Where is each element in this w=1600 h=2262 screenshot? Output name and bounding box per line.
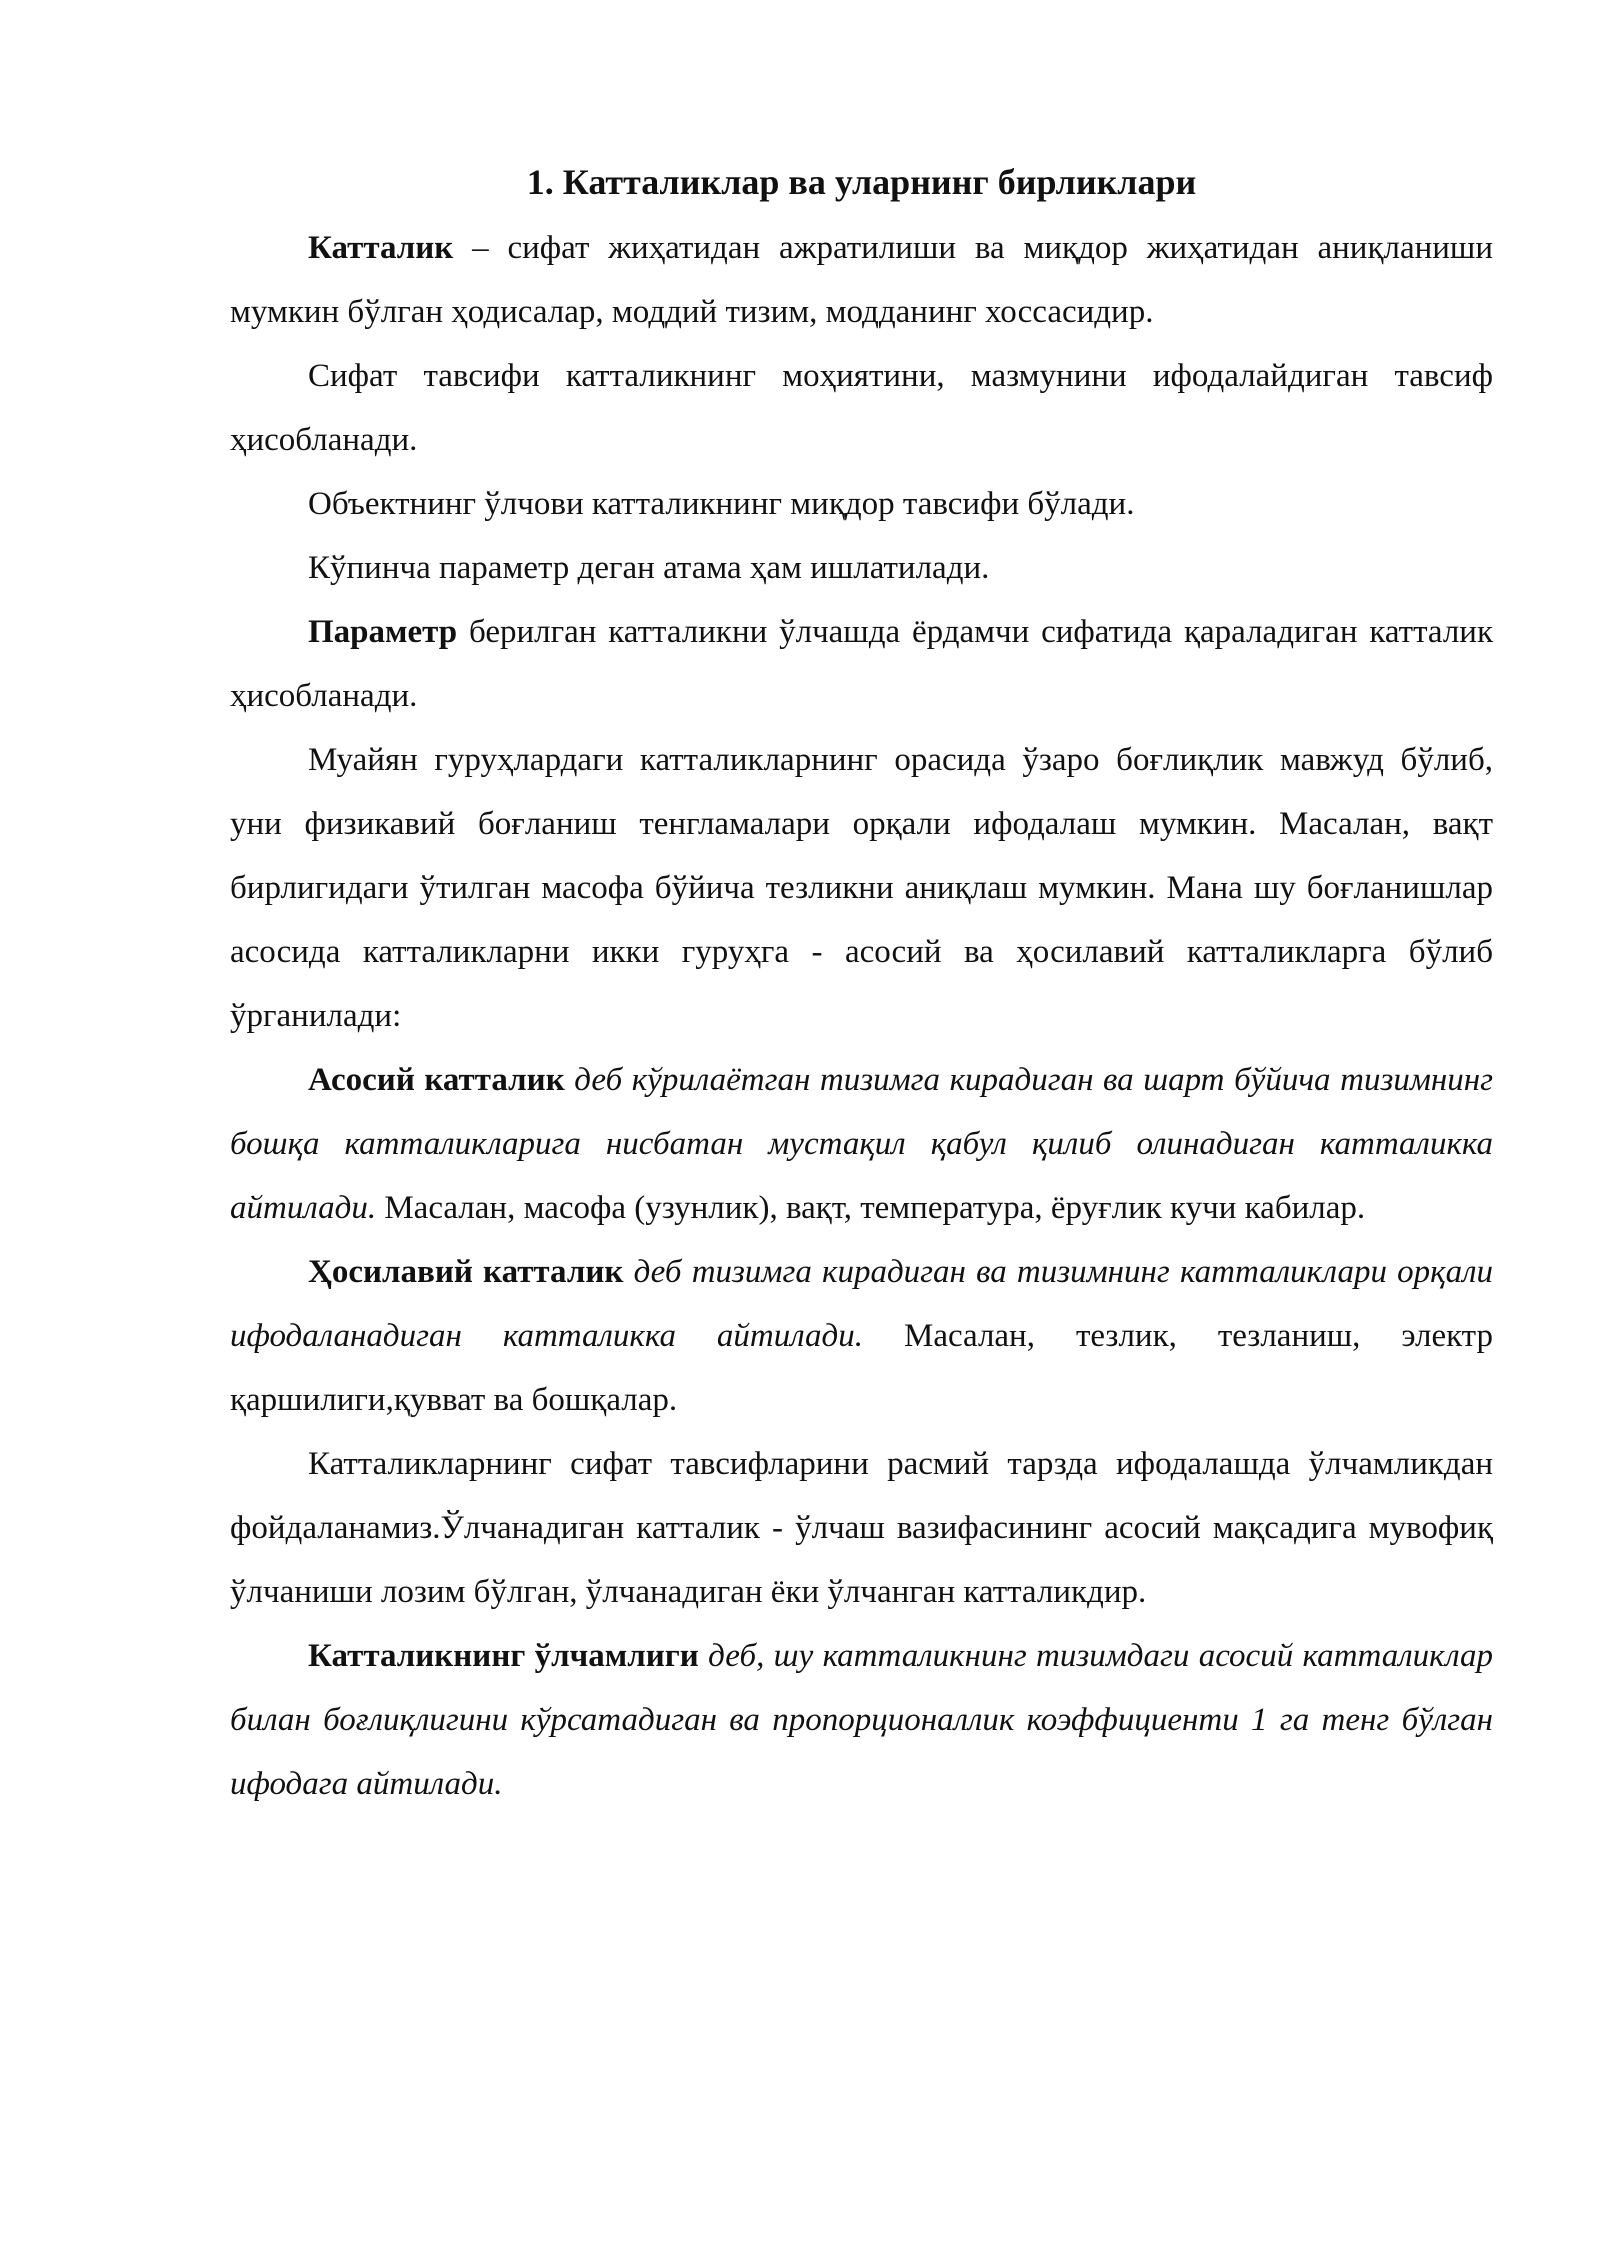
- paragraph-text: Масалан, масофа (узунлик), вақт, температура, ёруғлик кучи кабилар.: [376, 1190, 1366, 1226]
- paragraph-derived-quantity: [230, 1240, 1493, 1432]
- section-title: 1. Катталиклар ва уларнинг бирликлари: [526, 162, 1197, 202]
- paragraph-quantity-groups: Муайян гуруҳлардаги катталикларнинг орасида ўзаро боғлиқлик мавжуд бўлиб, уни физикавий боғланиш тенгламалари орқали ифодалаш мумкин. Масалан, вақт бирлигидаги ўтилган масофа бўйича тезликни аниқлаш мумкин. Мана шу боғланишлар асосида катталикларни икки гуруҳга - асосий ва ҳосилавий катталикларга бўлиб ўрганилади:: [230, 742, 1493, 1034]
- term-quantity: Катталик: [308, 230, 454, 266]
- paragraph-parameter-term: Кўпинча параметр деган атама ҳам ишлатилади.: [308, 550, 990, 586]
- paragraph-measure: Объектнинг ўлчови катталикнинг миқдор тавсифи бўлади.: [308, 486, 1135, 522]
- paragraph-quantity-definition: [230, 216, 1493, 344]
- paragraph-quality-description: Сифат тавсифи катталикнинг моҳиятини, мазмунини ифодалайдиган тавсиф ҳисобланади.: [230, 358, 1493, 458]
- paragraph-parameter-definition: [230, 600, 1493, 728]
- definition-dimension: деб, шу катталикнинг тизимдаги асосий катталиклар билан боғлиқлигини кўрсатадиган ва пропорционаллик коэффициенти 1 га тенг бўлган ифодага айтилади.: [230, 1638, 1494, 1802]
- paragraph-base-quantity: [230, 1048, 1493, 1240]
- term-derived-quantity: Ҳосилавий катталик: [308, 1254, 624, 1290]
- paragraph-dimension-definition: [230, 1624, 1493, 1816]
- document-page: [230, 150, 1493, 1816]
- definition-base-quantity: деб кўрилаётган тизимга кирадиган ва шарт бўйича тизимнинг бошқа катталикларига нисбатан мустақил қабул қилиб олинадиган катталикка айтилади.: [230, 1062, 1494, 1226]
- paragraph-dimension-usage: Катталикларнинг сифат тавсифларини расмий тарзда ифодалашда ўлчамликдан фойдаланамиз.Ўлчанадиган катталик - ўлчаш вазифасининг асосий мақсадига мувофиқ ўлчаниши лозим бўлган, ўлчанадиган ёки ўлчанган катталикдир.: [230, 1446, 1493, 1610]
- term-parameter: Параметр: [308, 614, 458, 650]
- definition-derived-quantity: деб тизимга кирадиган ва тизимнинг катталиклари орқали ифодаланадиган катталикка айтилади.: [230, 1254, 1493, 1354]
- paragraph-text: Масалан, тезлик, тезланиш, электр қаршилиги,қувват ва бошқалар.: [230, 1318, 1494, 1418]
- paragraph-text: берилган катталикни ўлчашда ёрдамчи сифатида қараладиган катталик ҳисобланади.: [230, 614, 1493, 714]
- term-dimension: Катталикнинг ўлчамлиги: [308, 1638, 699, 1674]
- term-base-quantity: Асосий катталик: [308, 1062, 565, 1098]
- paragraph-text: – сифат жиҳатидан ажратилиши ва миқдор жиҳатидан аниқланиши мумкин бўлган ҳодисалар, моддий тизим, модданинг хоссасидир.: [230, 230, 1493, 330]
